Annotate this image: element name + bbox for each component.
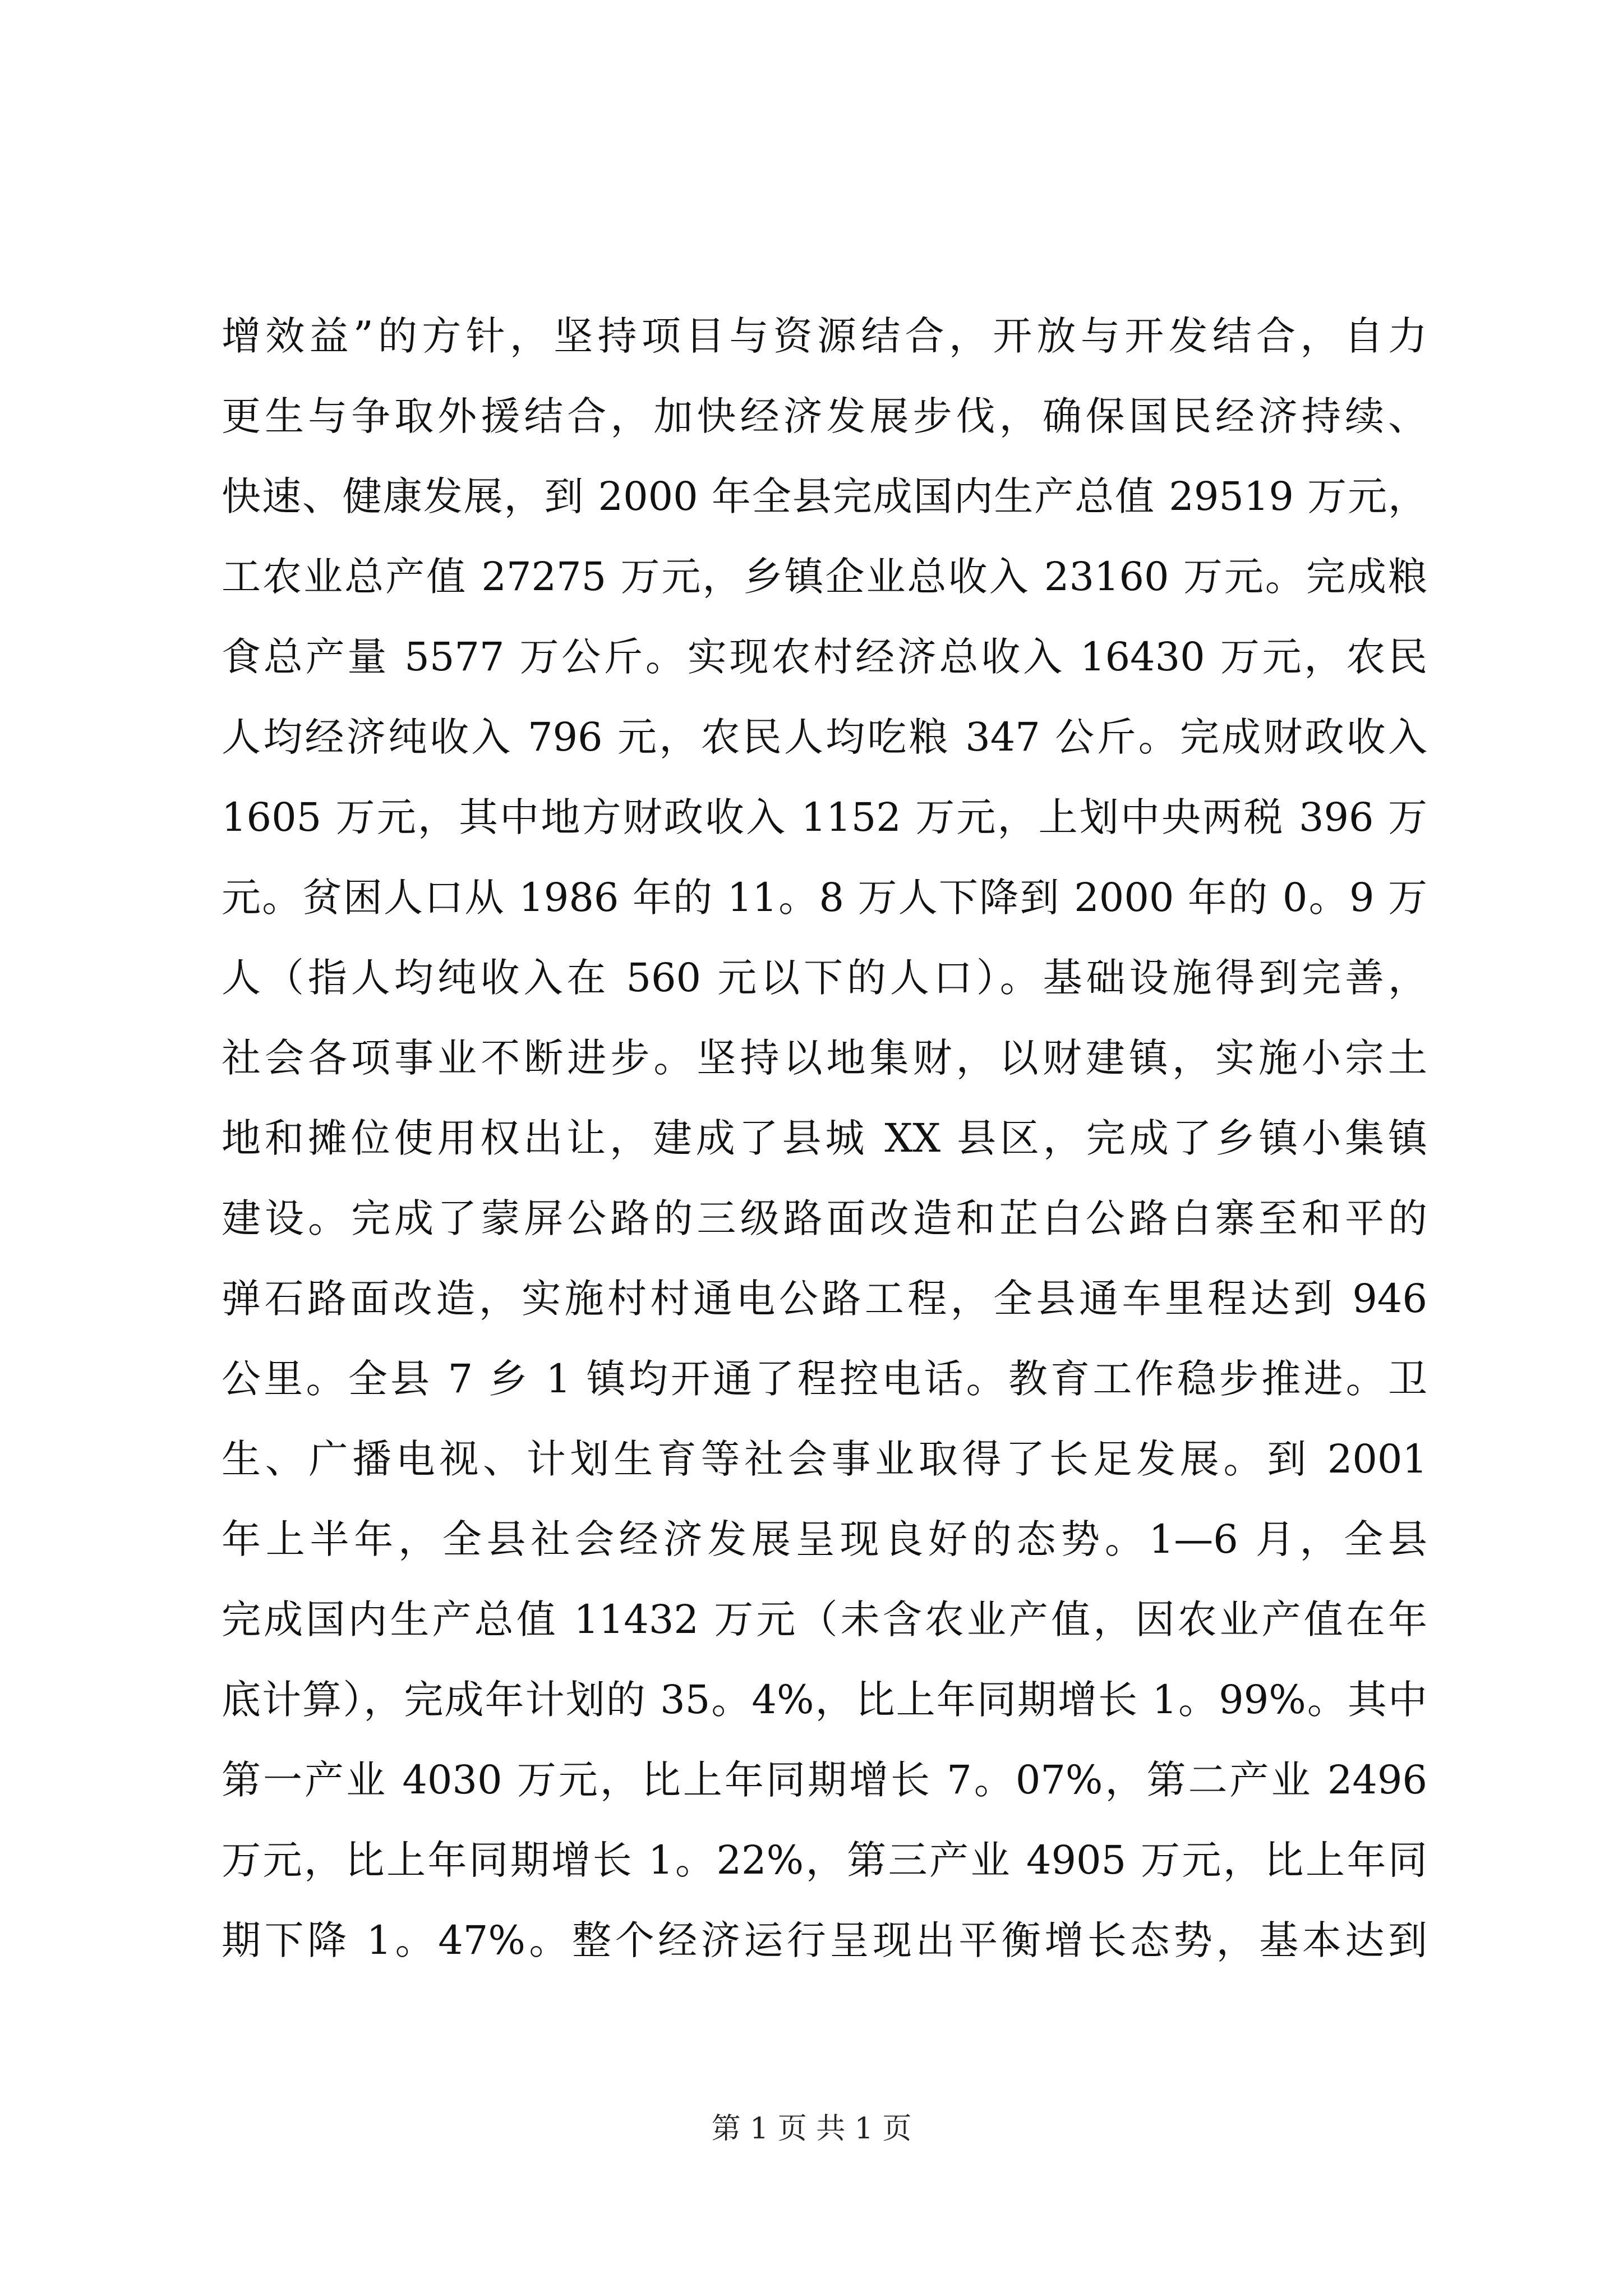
text-line: 万元，比上年同期增长 1。22%，第三产业 4905 万元，比上年同	[222, 1837, 1427, 1883]
page-number-footer: 第 1 页 共 1 页	[711, 2112, 912, 2146]
text-line: 第一产业 4030 万元，比上年同期增长 7。07%，第二产业 2496	[222, 1757, 1427, 1803]
text-line: 工农业总产值 27275 万元，乡镇企业总收入 23160 万元。完成粮	[222, 554, 1427, 600]
text-line: 生、广播电视、计划生育等社会事业取得了长足发展。到 2001	[222, 1436, 1427, 1482]
text-line: 元。贫困人口从 1986 年的 11。8 万人下降到 2000 年的 0。9 万	[222, 875, 1427, 921]
text-line: 弹石路面改造，实施村村通电公路工程，全县通车里程达到 946	[222, 1276, 1427, 1322]
text-line: 人均经济纯收入 796 元，农民人均吃粮 347 公斤。完成财政收入	[222, 714, 1427, 760]
body-text	[222, 296, 1427, 1981]
text-line: 增效益”的方针，坚持项目与资源结合，开放与开发结合，自力	[222, 313, 1427, 359]
text-line: 快速、健康发展，到 2000 年全县完成国内生产总值 29519 万元，	[222, 473, 1427, 519]
text-line: 地和摊位使用权出让，建成了县城 XX 县区，完成了乡镇小集镇	[222, 1115, 1427, 1161]
text-line: 更生与争取外援结合，加快经济发展步伐，确保国民经济持续、	[222, 393, 1427, 439]
text-line: 建设。完成了蒙屏公路的三级路面改造和芷白公路白寨至和平的	[222, 1195, 1427, 1241]
text-line: 社会各项事业不断进步。坚持以地集财，以财建镇，实施小宗土	[222, 1035, 1427, 1081]
text-line: 公里。全县 7 乡 1 镇均开通了程控电话。教育工作稳步推进。卫	[222, 1356, 1427, 1402]
text-line: 期下降 1。47%。整个经济运行呈现出平衡增长态势，基本达到	[222, 1917, 1427, 1963]
text-line: 完成国内生产总值 11432 万元（未含农业产值，因农业产值在年	[222, 1596, 1427, 1642]
text-line: 1605 万元，其中地方财政收入 1152 万元，上划中央两税 396 万	[222, 794, 1427, 840]
text-line: 年上半年，全县社会经济发展呈现良好的态势。1—6 月，全县	[222, 1516, 1427, 1562]
text-line: 底计算），完成年计划的 35。4%，比上年同期增长 1。99%。其中	[222, 1677, 1427, 1723]
text-line: 食总产量 5577 万公斤。实现农村经济总收入 16430 万元，农民	[222, 634, 1427, 680]
text-line: 人（指人均纯收入在 560 元以下的人口）。基础设施得到完善，	[222, 955, 1427, 1001]
